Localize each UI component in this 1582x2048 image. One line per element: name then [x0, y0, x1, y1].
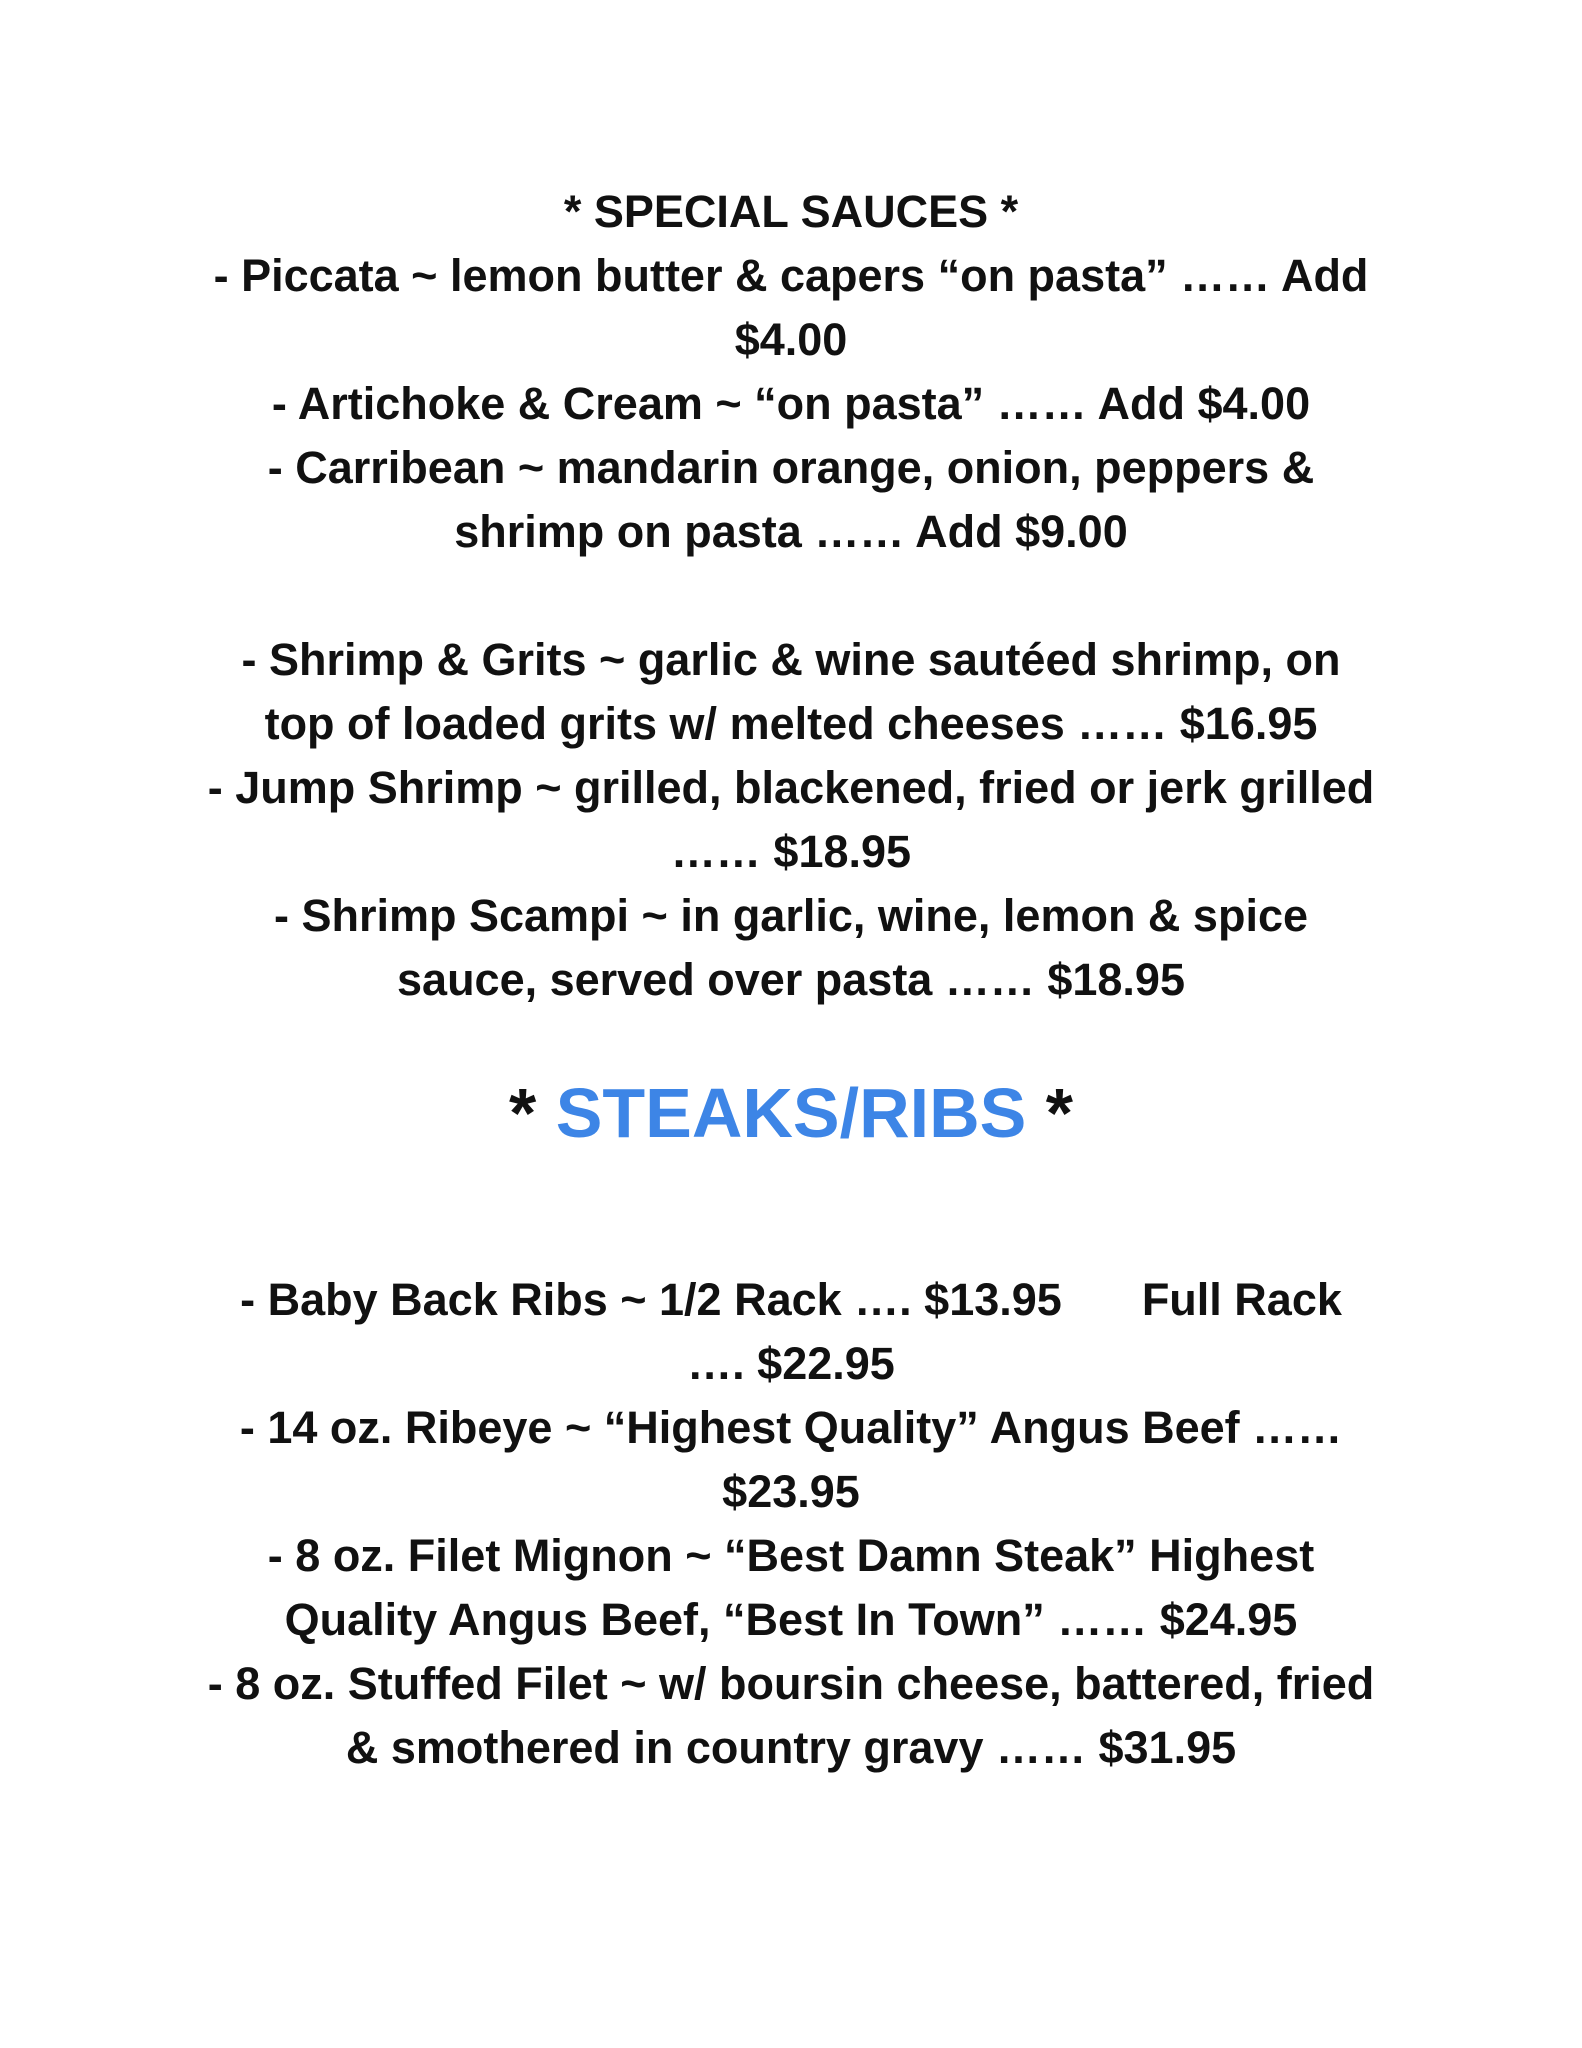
- sauce-piccata-line1: - Piccata ~ lemon butter & capers “on pasta” …… Add: [213, 250, 1369, 301]
- filet-mignon-line2: Quality Angus Beef, “Best In Town” …… $24.95: [284, 1594, 1298, 1645]
- jump-shrimp-line1: - Jump Shrimp ~ grilled, blackened, fried or jerk grilled: [207, 762, 1375, 813]
- shrimp-grits-line2: top of loaded grits w/ melted cheeses …… $16.95: [264, 698, 1318, 749]
- jump-shrimp-line2: …… $18.95: [670, 826, 912, 877]
- ribeye-line1: - 14 oz. Ribeye ~ “Highest Quality” Angus Beef ……: [239, 1402, 1343, 1453]
- sauce-carribean-line1: - Carribean ~ mandarin orange, onion, peppers &: [267, 442, 1315, 493]
- steaks-title-text: STEAKS/RIBS: [555, 1074, 1027, 1152]
- steaks-title-suffix: *: [1026, 1074, 1074, 1152]
- filet-mignon-line1: - 8 oz. Filet Mignon ~ “Best Damn Steak” Highest: [267, 1530, 1315, 1581]
- stuffed-filet-line1: - 8 oz. Stuffed Filet ~ w/ boursin cheese, battered, fried: [207, 1658, 1375, 1709]
- steaks-title-prefix: *: [508, 1074, 556, 1152]
- sauce-carribean-line2: shrimp on pasta …… Add $9.00: [454, 506, 1128, 557]
- baby-back-ribs-full: Full Rack: [1141, 1274, 1342, 1325]
- steaks-title: [0, 1068, 1582, 1158]
- sauce-piccata-line2: $4.00: [734, 314, 848, 365]
- shrimp-scampi-line1: - Shrimp Scampi ~ in garlic, wine, lemon & spice: [273, 890, 1309, 941]
- baby-back-ribs-line1: [0, 1268, 1582, 1332]
- shrimp-grits-line1: - Shrimp & Grits ~ garlic & wine sautéed shrimp, on: [241, 634, 1341, 685]
- baby-back-ribs-half: - Baby Back Ribs ~ 1/2 Rack …. $13.95: [240, 1274, 1062, 1325]
- stuffed-filet-line2: & smothered in country gravy …… $31.95: [345, 1722, 1237, 1773]
- baby-back-ribs-line2: …. $22.95: [687, 1338, 895, 1389]
- ribeye-line2: $23.95: [722, 1466, 860, 1517]
- shrimp-scampi-line2: sauce, served over pasta …… $18.95: [397, 954, 1185, 1005]
- sauce-artichoke: - Artichoke & Cream ~ “on pasta” …… Add $4.00: [271, 378, 1311, 429]
- sauces-title: * SPECIAL SAUCES *: [563, 186, 1019, 237]
